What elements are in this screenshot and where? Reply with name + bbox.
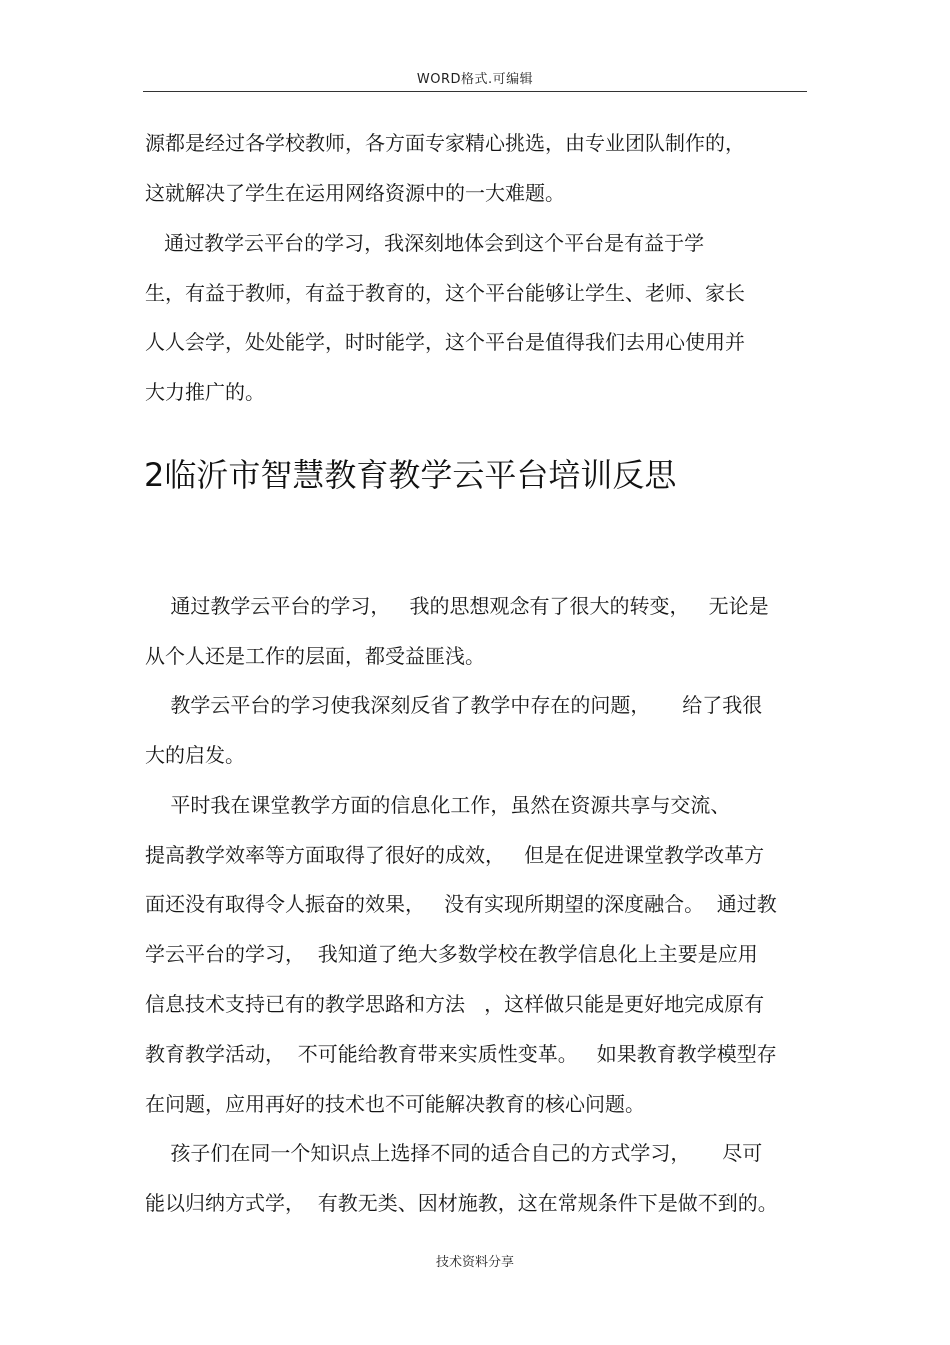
- paragraph-line: 通过教学云平台的学习， 我的思想观念有了很大的转变， 无论是: [145, 594, 769, 618]
- paragraph-line: 平时我在课堂教学方面的信息化工作，虽然在资源共享与交流、: [145, 793, 731, 817]
- section-heading: 2临沂市智慧教育教学云平台培训反思: [144, 456, 677, 494]
- paragraph-line: 孩子们在同一个知识点上选择不同的适合自己的方式学习， 尽可: [145, 1141, 763, 1165]
- paragraph-line: 学云平台的学习， 我知道了绝大多数学校在教学信息化上主要是应用: [145, 942, 758, 966]
- paragraph-line: 信息技术支持已有的教学思路和方法 ，这样做只能是更好地完成原有: [145, 992, 765, 1016]
- paragraph-line: 面还没有取得令人振奋的效果， 没有实现所期望的深度融合。 通过教: [145, 892, 777, 916]
- paragraph-line: 教学云平台的学习使我深刻反省了教学中存在的问题， 给了我很: [145, 693, 763, 717]
- paragraph-line: 从个人还是工作的层面，都受益匪浅。: [145, 644, 485, 668]
- paragraph-line: 源都是经过各学校教师，各方面专家精心挑选，由专业团队制作的，: [145, 131, 745, 155]
- header-divider: [143, 91, 807, 92]
- paragraph-line: 人人会学，处处能学，时时能学，这个平台是值得我们去用心使用并: [145, 330, 745, 354]
- paragraph-line: 提高教学效率等方面取得了很好的成效， 但是在促进课堂教学改革方: [145, 843, 765, 867]
- page-footer: 技术资料分享: [435, 1255, 514, 1270]
- paragraph-line: 大力推广的。: [145, 380, 265, 404]
- page-header: WORD格式.可编辑: [416, 72, 534, 87]
- paragraph-line: 教育教学活动， 不可能给教育带来实质性变革。 如果教育教学模型存: [145, 1042, 777, 1066]
- paragraph-line: 能以归纳方式学， 有教无类、因材施教，这在常规条件下是做不到的。: [145, 1191, 778, 1215]
- paragraph-line: 这就解决了学生在运用网络资源中的一大难题。: [145, 181, 565, 205]
- paragraph-line: 通过教学云平台的学习，我深刻地体会到这个平台是有益于学: [145, 231, 705, 255]
- paragraph-line: 生，有益于教师，有益于教育的，这个平台能够让学生、老师、家长: [145, 281, 745, 305]
- paragraph-line: 在问题，应用再好的技术也不可能解决教育的核心问题。: [145, 1092, 645, 1116]
- paragraph-line: 大的启发。: [145, 743, 245, 767]
